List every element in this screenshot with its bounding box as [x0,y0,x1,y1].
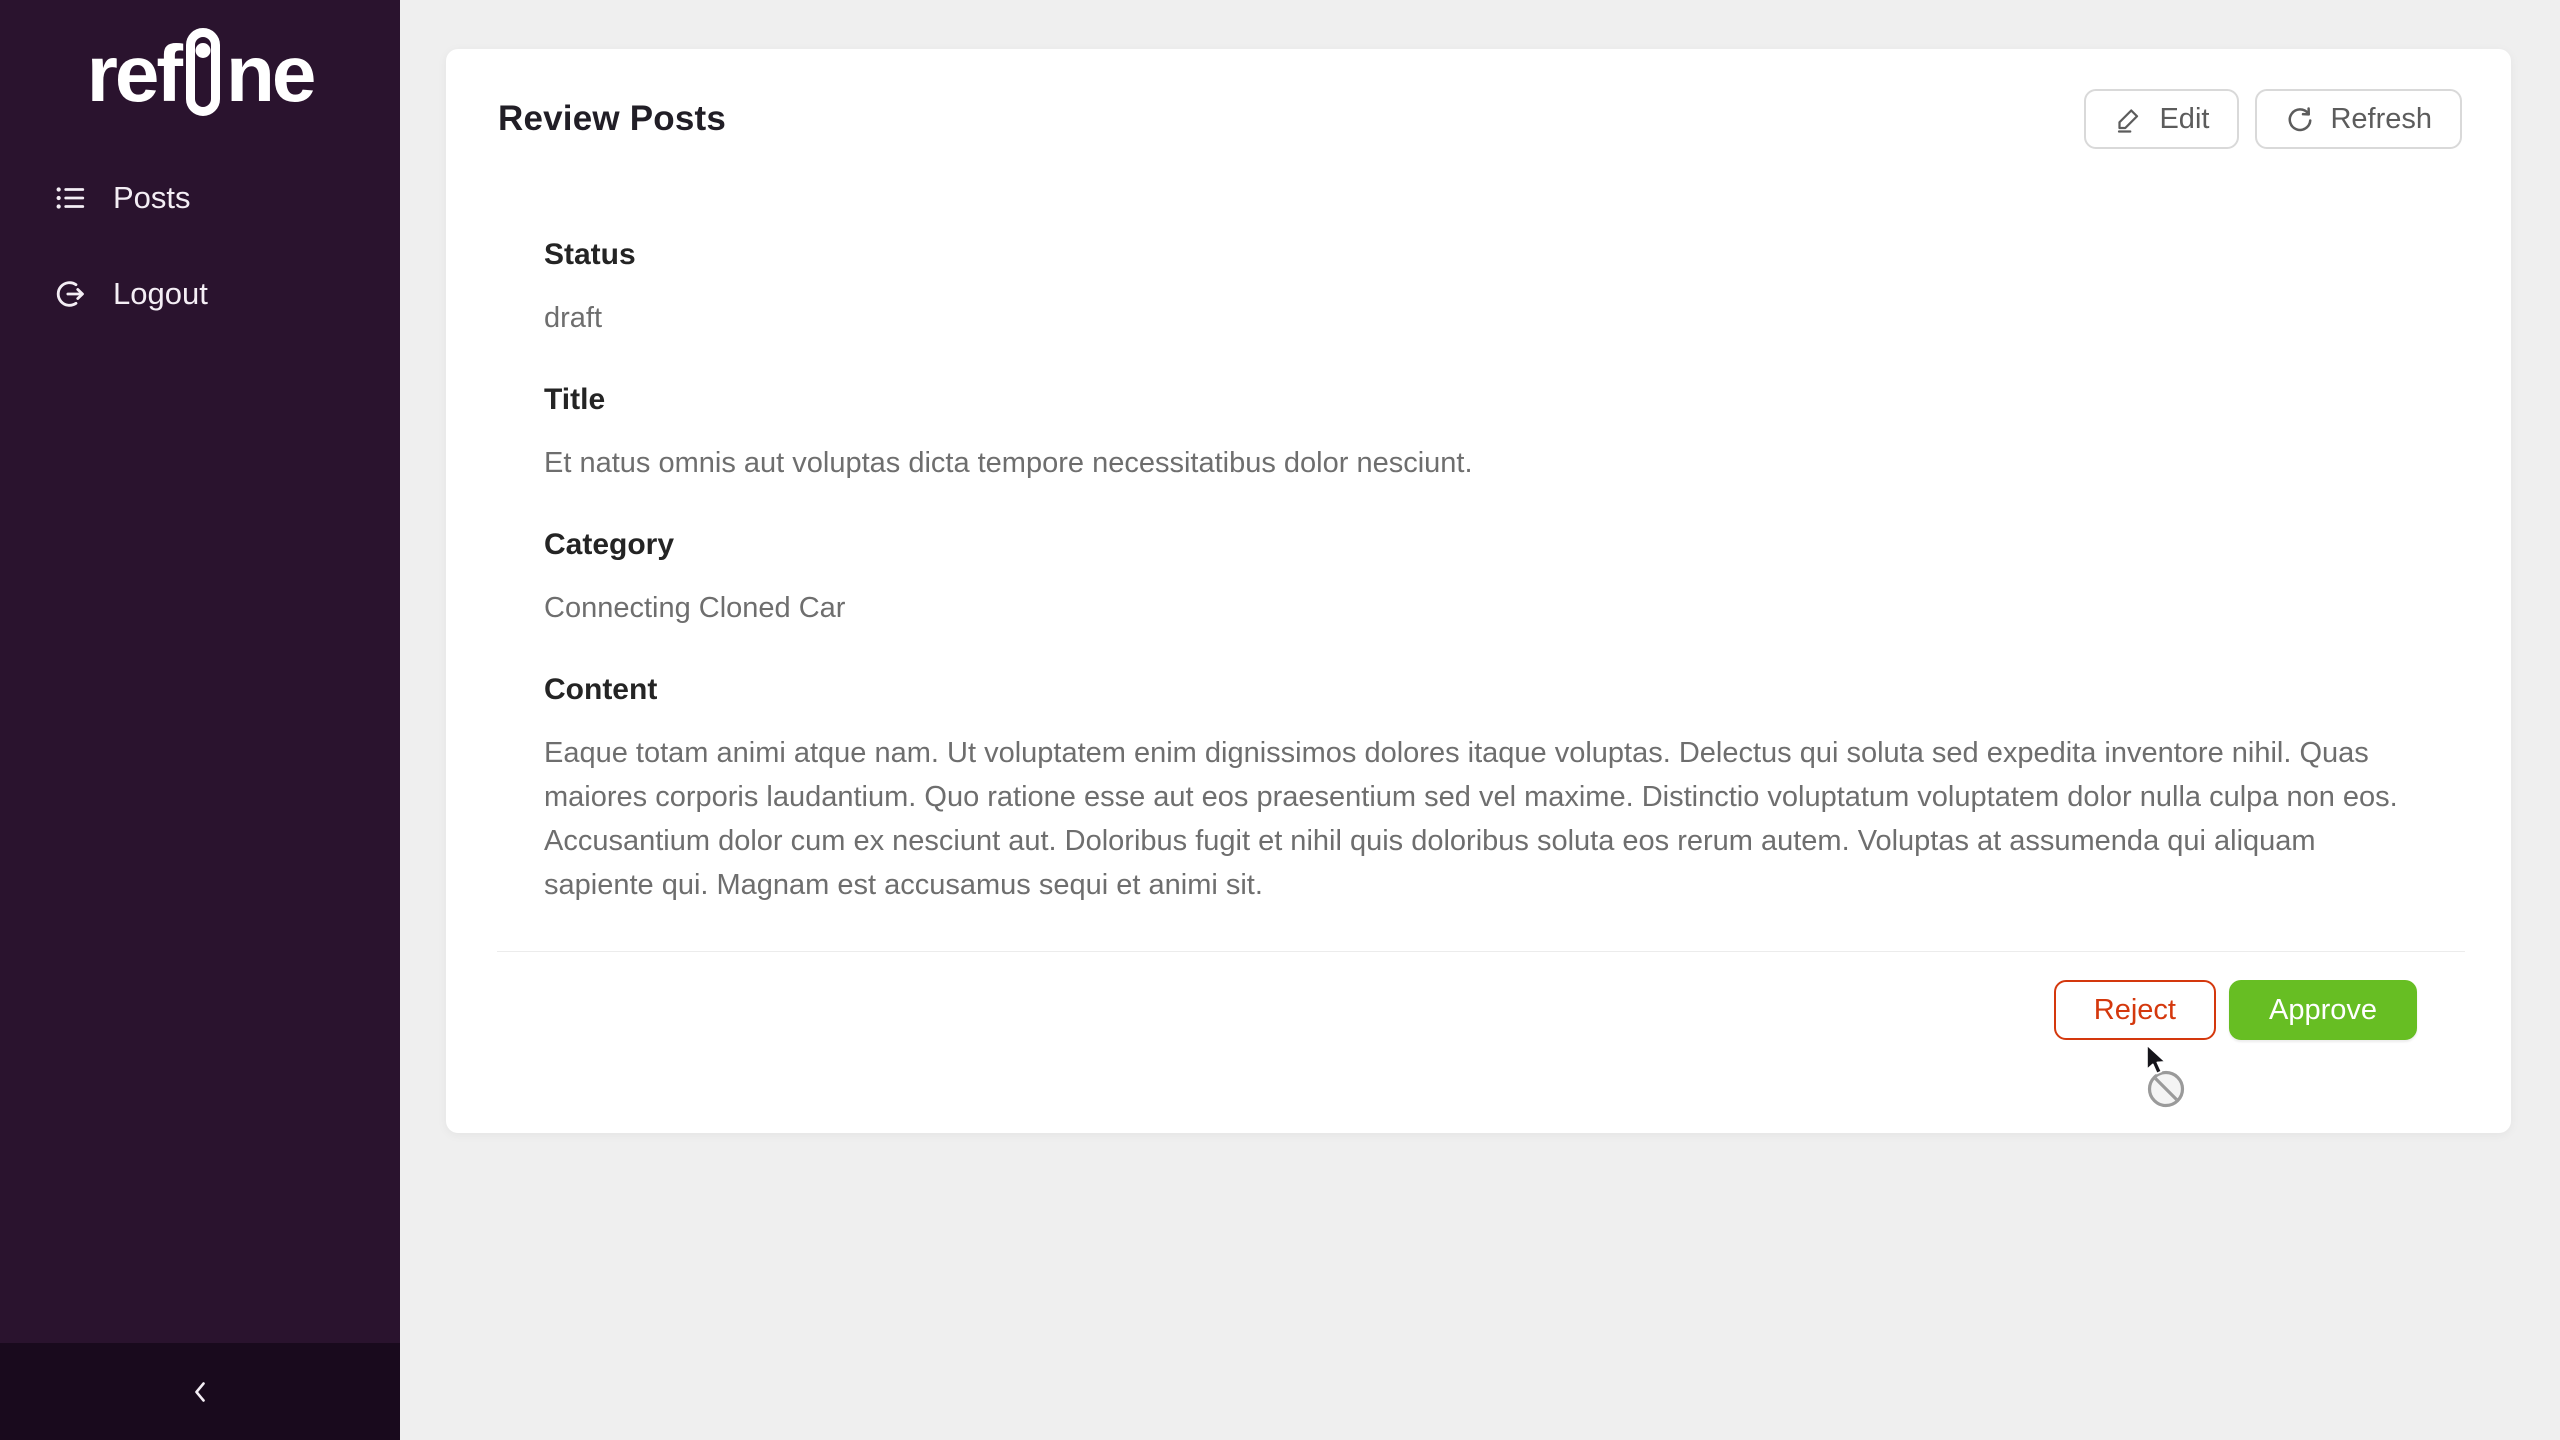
page-title: Review Posts [498,99,727,138]
review-posts-card [446,49,2511,1133]
field-label: Status [544,238,636,271]
logout-icon [53,277,87,311]
field-value: Connecting Cloned Car [544,592,846,624]
field-label: Content [544,673,658,706]
field-status [544,233,2417,340]
field-value: Eaque totam animi atque nam. Ut voluptatem enim dignissimos dolores itaque voluptas. Delectus qui soluta sed expedita inventore nihil. Quas maiores corporis laudantium. Quo ratione esse aut eos praesentium sed vel maxime. Distinctio voluptatum voluptatem dolor nulla culpa non eos. Accusantium dolor cum ex nesciunt aut. Doloribus fugit et nihil quis doloribus soluta eos rerum autem. Voluptas at assumenda qui aliquam sapiente qui. Magnam est accusamus sequi et animi sit. [544,737,2398,901]
sidebar-item-posts[interactable] [0,158,400,238]
reject-button-label: Reject [2093,993,2176,1026]
refresh-button-label: Refresh [2330,102,2432,135]
refine-logo [0,0,400,120]
sidebar [0,0,400,1440]
logo-text-left: ref [86,29,180,118]
record-details [446,151,2511,907]
approve-button[interactable] [2229,980,2417,1040]
field-value: Et natus omnis aut voluptas dicta tempore necessitatibus dolor nesciunt. [544,447,1473,479]
unordered-list-icon [53,181,87,215]
sidebar-item-logout[interactable] [0,254,400,334]
field-label: Category [544,528,675,561]
refresh-icon [2285,104,2315,134]
approve-button-label: Approve [2268,993,2377,1026]
sidebar-item-label: Posts [113,180,191,215]
reject-button[interactable] [2054,980,2216,1040]
field-content [544,668,2417,907]
footer-divider [497,951,2465,952]
edit-button[interactable] [2084,89,2239,149]
field-label: Title [544,383,606,416]
field-value: draft [544,302,603,334]
toggle-pill-icon [186,28,220,116]
card-footer [446,980,2511,1040]
card-header [446,87,2511,151]
edit-button-label: Edit [2159,102,2210,135]
sidebar-menu [0,158,400,334]
logo-text-right: ne [225,29,314,118]
field-title [544,378,2417,485]
main-content [400,0,2560,1440]
sidebar-collapse-button[interactable] [0,1343,400,1440]
refresh-button[interactable] [2255,89,2462,149]
header-buttons [2084,89,2462,149]
edit-pencil-icon [2114,104,2144,134]
chevron-left-icon [183,1375,217,1409]
sidebar-item-label: Logout [113,276,208,311]
field-category [544,523,2417,630]
